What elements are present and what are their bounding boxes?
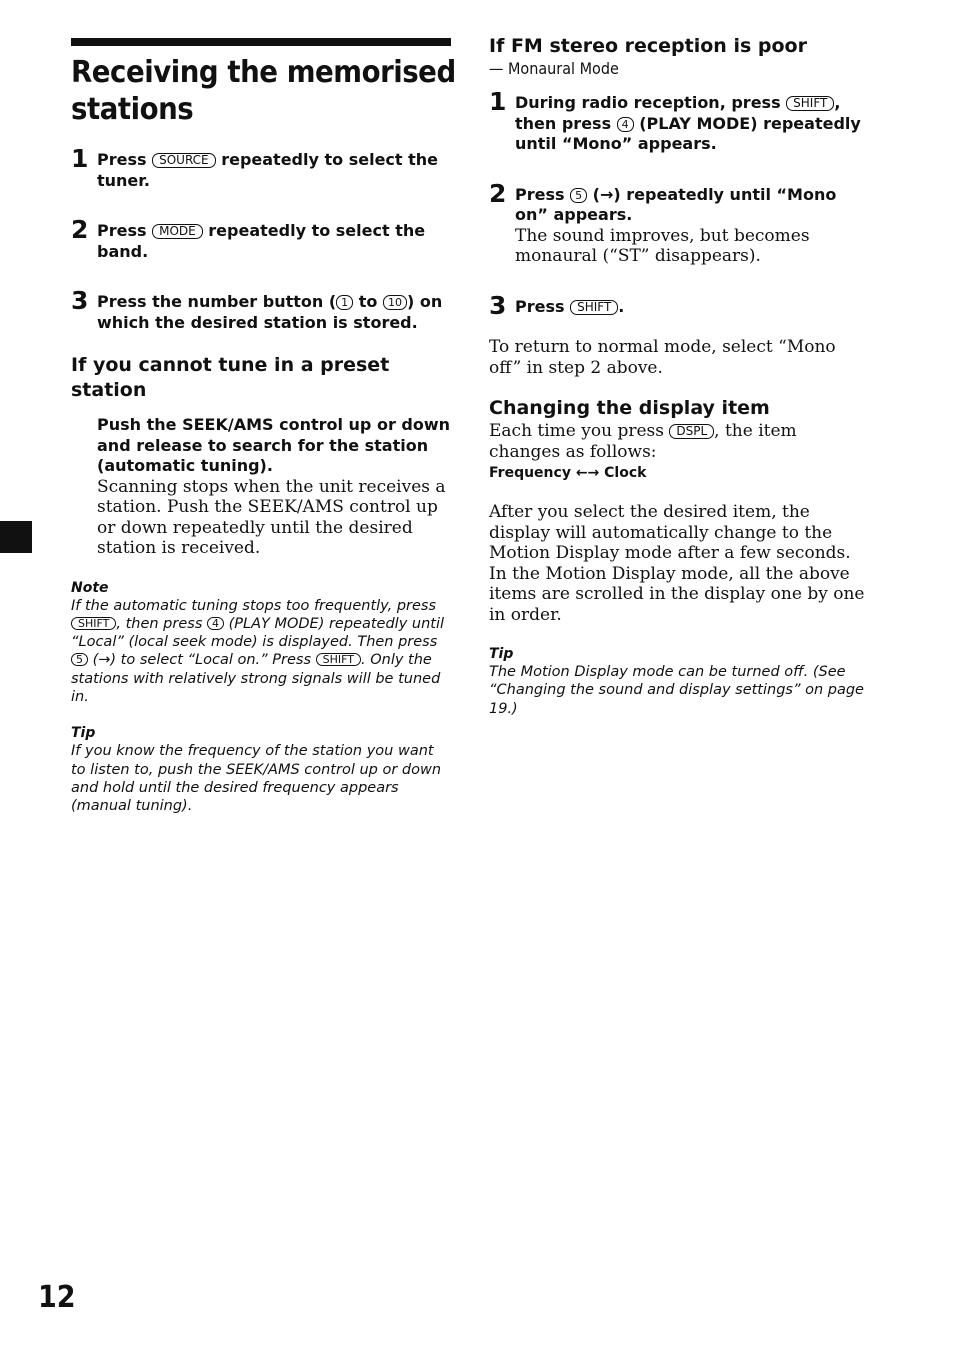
step-text: Press SHIFT . xyxy=(515,296,625,316)
fm-step-1 xyxy=(489,87,869,155)
title-rule xyxy=(71,38,451,46)
number-4-key: 4 xyxy=(617,117,634,132)
number-5-key: 5 xyxy=(570,188,587,203)
page-title: Receiving the memorised stations xyxy=(71,55,456,127)
preset-body: Scanning stops when the unit receives a station. Push the SEEK/AMS control up or down repeatedly until the desired station is received. xyxy=(97,476,446,558)
fm-step-2 xyxy=(489,178,869,267)
page-number: 12 xyxy=(38,1280,76,1315)
tip-heading: Tip xyxy=(71,725,96,742)
step-text: Press the number button ( 1 to 10 ) on which the desired station is stored. xyxy=(97,292,443,332)
left-column xyxy=(71,38,456,815)
mode-key: MODE xyxy=(152,224,203,239)
preset-instruction: Push the SEEK/AMS control up or down and release to search for the station (automatic tuning). xyxy=(97,415,451,475)
dspl-key: DSPL xyxy=(669,424,714,439)
tip-text: The Motion Display mode can be turned off. (See “Changing the sound and display settings” on page 19.) xyxy=(489,664,864,717)
step-3 xyxy=(71,286,451,333)
step-body: The sound improves, but becomes monaural (“ST” disappears). xyxy=(515,225,810,266)
number-4-key: 4 xyxy=(207,617,224,630)
step-text: Press SOURCE repeatedly to select the tuner. xyxy=(97,150,439,190)
step-number: 2 xyxy=(71,215,89,244)
tip-block xyxy=(71,724,451,815)
fm-subheading: — Monaural Mode xyxy=(489,59,619,78)
return-text: To return to normal mode, select “Mono off” in step 2 above. xyxy=(489,337,836,378)
step-text: Press MODE repeatedly to select the band. xyxy=(97,221,426,261)
note-heading: Note xyxy=(71,579,109,596)
note-text: If the automatic tuning stops too frequently, press SHIFT , then press 4 (PLAY MODE) repeatedly until “Local” (local seek mode) is displayed. Then press 5 (→) to select “Local on.” Press SHIFT . Only the stations with relatively strong signals will be tuned in. xyxy=(71,597,445,705)
right-tip-block xyxy=(489,645,869,718)
motion-text: In the Motion Display mode, all the above items are scrolled in the display one by one in order. xyxy=(489,563,865,625)
number-5-key: 5 xyxy=(71,653,88,666)
number-10-key: 10 xyxy=(383,295,407,310)
step-text: Press 5 (→) repeatedly until “Mono on” appears. xyxy=(515,184,837,224)
display-heading: Changing the display item xyxy=(489,397,770,419)
step-2 xyxy=(71,215,451,262)
display-text: Each time you press DSPL , the item changes as follows: xyxy=(489,421,797,462)
tip-heading: Tip xyxy=(489,646,514,662)
shift-key: SHIFT xyxy=(316,653,361,666)
fm-step-3 xyxy=(489,290,869,320)
section-tab-marker xyxy=(0,521,32,553)
tip-text: If you know the frequency of the station you want to listen to, push the SEEK/AMS control up or down and hold until the desired frequency appears (manual tuning). xyxy=(71,743,442,815)
display-sequence: Frequency ←→ Clock xyxy=(489,465,647,481)
shift-key: SHIFT xyxy=(786,96,834,111)
step-number: 1 xyxy=(71,144,89,173)
fm-heading: If FM stereo reception is poor xyxy=(489,35,807,57)
after-text: After you select the desired item, the display will automatically change to the Motion Display mode after a few seconds. xyxy=(489,502,851,563)
right-column xyxy=(489,34,869,718)
source-key: SOURCE xyxy=(152,153,216,168)
preset-heading: If you cannot tune in a preset station xyxy=(71,354,390,401)
step-number: 3 xyxy=(71,286,89,315)
shift-key: SHIFT xyxy=(71,617,116,630)
step-1 xyxy=(71,144,451,191)
note-block xyxy=(71,579,451,707)
preset-section xyxy=(71,415,451,559)
shift-key: SHIFT xyxy=(570,300,618,315)
step-text: During radio reception, press SHIFT , then press 4 (PLAY MODE) repeatedly until “Mono” appears. xyxy=(515,93,861,153)
number-1-key: 1 xyxy=(336,295,353,310)
step-number: 2 xyxy=(489,178,507,208)
step-number: 3 xyxy=(489,290,507,320)
step-number: 1 xyxy=(489,87,507,116)
